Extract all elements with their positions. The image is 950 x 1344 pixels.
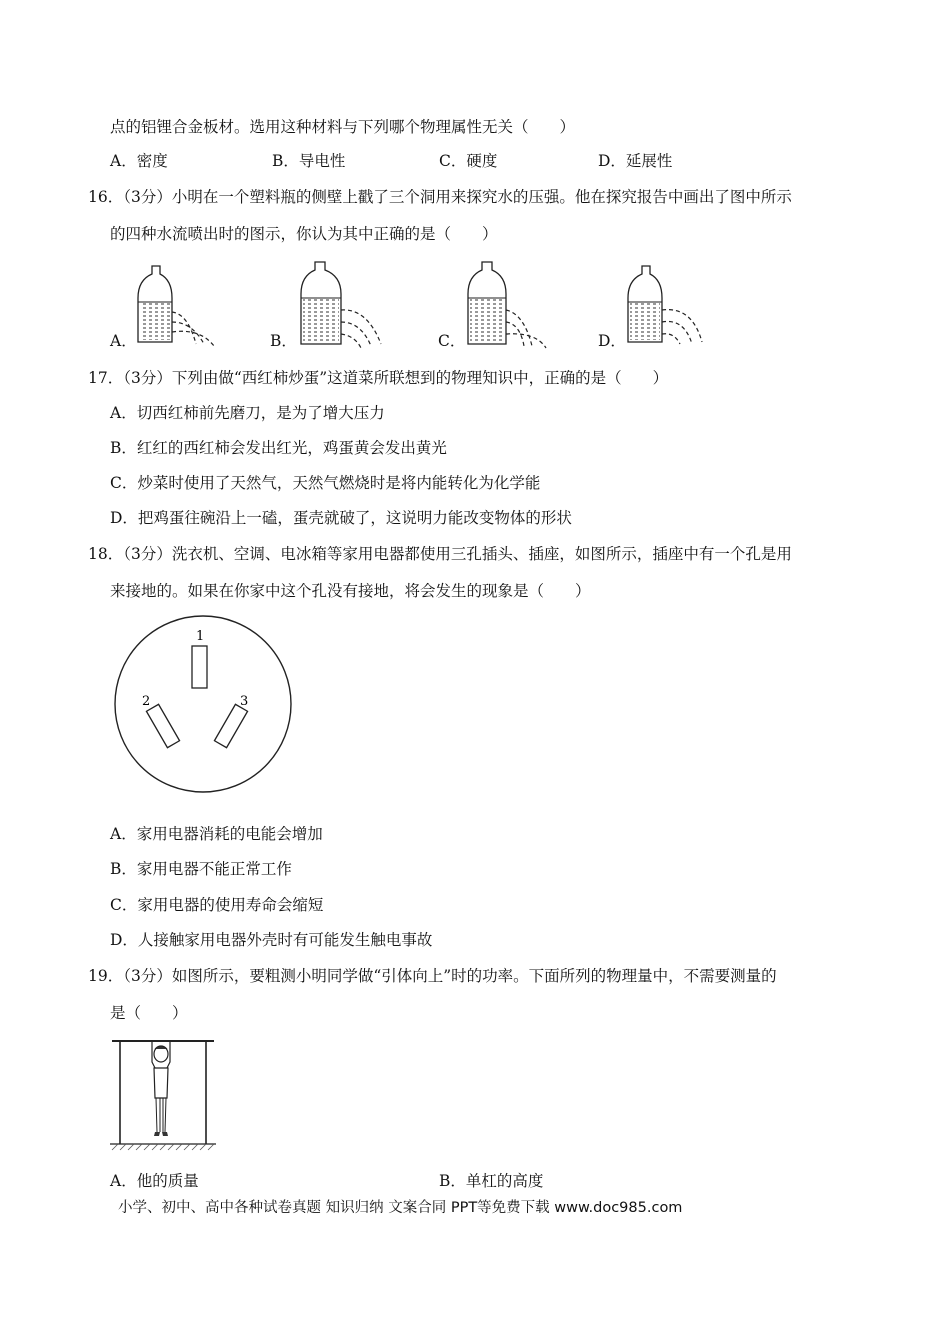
- socket-figure: [108, 612, 300, 808]
- q19-option-b: B．单杠的高度: [439, 1172, 544, 1190]
- q18-option-c: C．家用电器的使用寿命会缩短: [110, 896, 324, 914]
- q15-option-c: C．硬度: [439, 152, 498, 170]
- q17-option-c: C．炒菜时使用了天然气，天然气燃烧时是将内能转化为化学能: [110, 474, 541, 492]
- q18-stem-line2: 来接地的。如果在你家中这个孔没有接地，将会发生的现象是（ ）: [110, 582, 591, 600]
- q19-option-a: A．他的质量: [110, 1172, 199, 1190]
- q16-stem-line1: 16．（3分）小明在一个塑料瓶的侧壁上戳了三个洞用来探究水的压强。他在探究报告中画出了图中所示: [88, 188, 792, 206]
- socket-hole-3: [214, 704, 247, 747]
- q18-option-a: A．家用电器消耗的电能会增加: [110, 825, 323, 843]
- socket-hole-2: [146, 704, 179, 747]
- socket-label-1: 1: [196, 629, 205, 644]
- q17-option-a: A．切西红柿前先磨刀，是为了增大压力: [110, 404, 385, 422]
- socket-label-3: 3: [240, 694, 249, 709]
- q16-stem-line2: 的四种水流喷出时的图示，你认为其中正确的是（ ）: [110, 225, 498, 243]
- q19-stem-line1: 19．（3分）如图所示，要粗测小明同学做“引体向上”时的功率。下面所列的物理量中，不需要测量的: [88, 967, 777, 985]
- q15-option-d: D．延展性: [598, 152, 673, 170]
- q18-option-d: D．人接触家用电器外壳时有可能发生触电事故: [110, 931, 433, 949]
- pull-up-figure: [108, 1036, 220, 1154]
- q17-option-b: B．红红的西红柿会发出红光，鸡蛋黄会发出黄光: [110, 439, 447, 457]
- q15-stem: 点的铝锂合金板材。选用这种材料与下列哪个物理属性无关（ ）: [110, 118, 576, 136]
- q17-option-d: D．把鸡蛋往碗沿上一磕，蛋壳就破了，这说明力能改变物体的形状: [110, 509, 572, 527]
- q15-option-b: B．导电性: [272, 152, 346, 170]
- q16-label-d: D．: [598, 332, 626, 350]
- q17-stem: 17．（3分）下列由做“西红柿炒蛋”这道菜所联想到的物理知识中，正确的是（ ）: [88, 369, 669, 387]
- socket-hole-1: [192, 646, 207, 688]
- bottle-figure-b: [295, 258, 390, 350]
- q15-option-a: A．密度: [110, 152, 168, 170]
- q18-stem-line1: 18．（3分）洗衣机、空调、电冰箱等家用电器都使用三孔插头、插座，如图所示，插座中有一个孔是用: [88, 545, 792, 563]
- bottle-figure-a: [130, 262, 220, 348]
- page-footer: 小学、初中、高中各种试卷真题 知识归纳 文案合同 PPT等免费下载 www.doc985.com: [118, 1200, 683, 1216]
- q16-label-b: B．: [270, 332, 297, 350]
- bottle-figure-d: [622, 262, 712, 348]
- q16-label-a: A．: [110, 332, 137, 350]
- q16-label-c: C．: [438, 332, 466, 350]
- q18-option-b: B．家用电器不能正常工作: [110, 860, 292, 878]
- socket-label-2: 2: [142, 694, 151, 709]
- q19-stem-line2: 是（ ）: [110, 1004, 188, 1022]
- bottle-figure-c: [462, 258, 552, 350]
